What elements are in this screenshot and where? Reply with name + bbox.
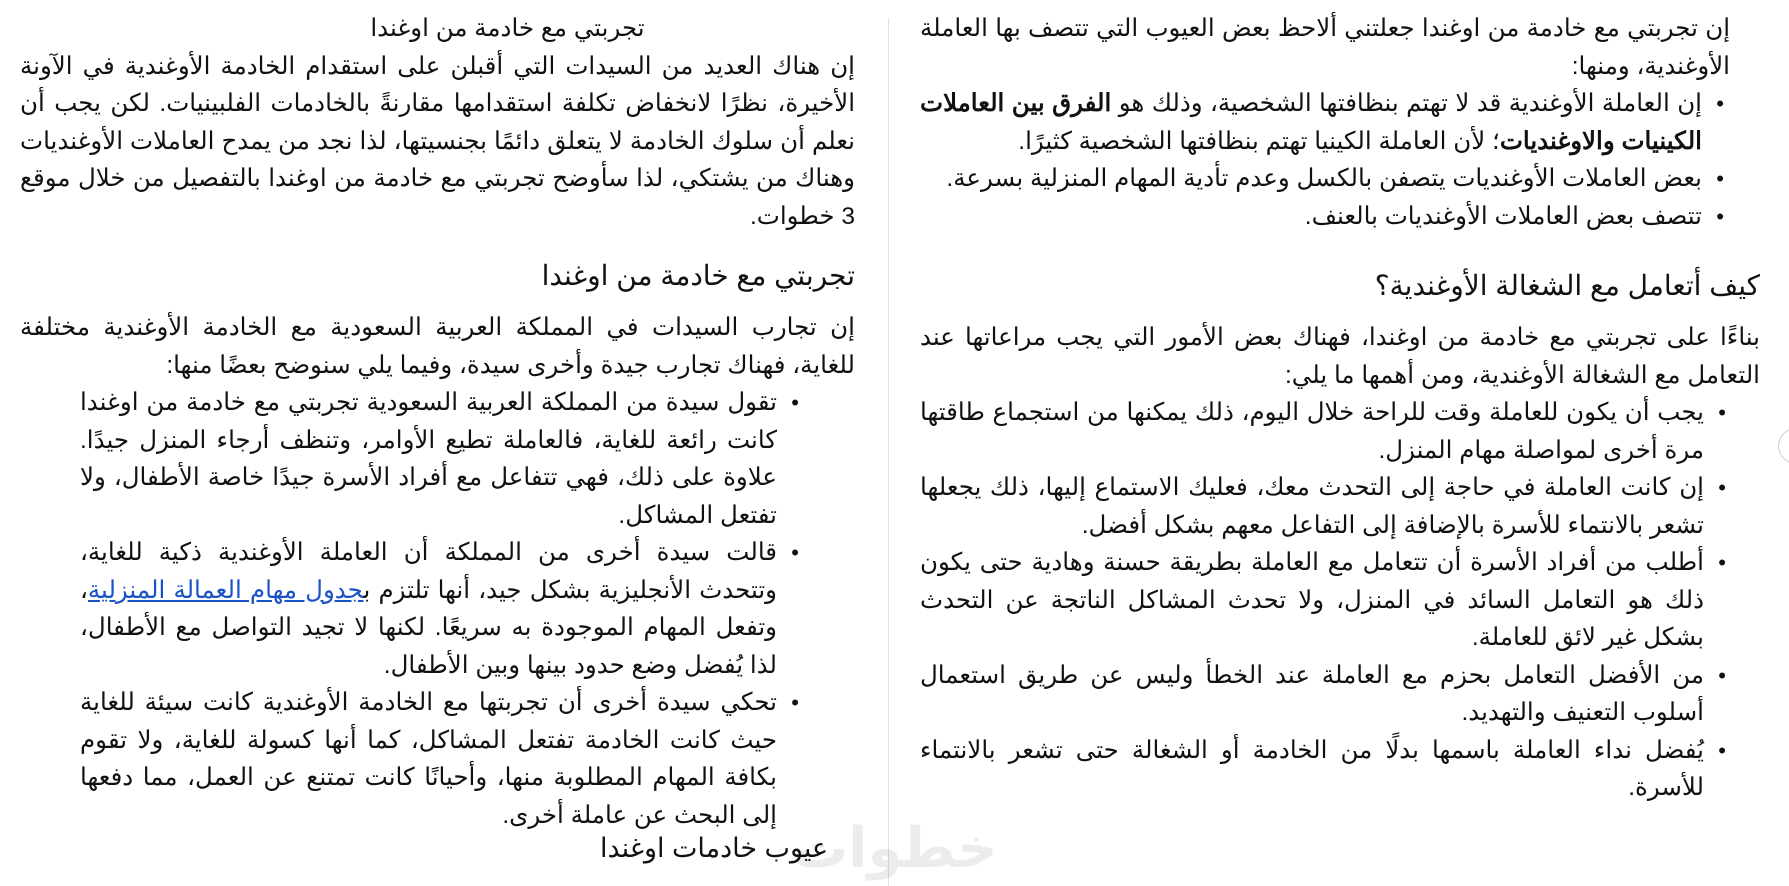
- experiences-list: [20, 384, 855, 834]
- bullet-icon: •: [1716, 203, 1724, 229]
- section-heading: تجربتي مع خادمة من اوغندا: [541, 260, 855, 291]
- section-heading: كيف أتعامل مع الشغالة الأوغندية؟: [1374, 270, 1760, 301]
- list-item: • إن كانت العاملة في حاجة إلى التحدث معك، فعليك الاستماع إليها، ذلك يجعلها تشعر بالانتماء للأسرة بالإضافة إلى التفاعل معهم بشكل أفضل.: [920, 469, 1704, 544]
- page-title: تجربتي مع خادمة من اوغندا: [370, 15, 645, 42]
- bullet-icon: •: [1718, 737, 1726, 763]
- bold-phrase: الفرق بين العاملات الكينيات والاوغنديات: [920, 90, 1702, 155]
- defects-list: [920, 85, 1760, 235]
- bullet-icon: •: [1718, 475, 1726, 500]
- next-section-heading: عيوب خادمات اوغندا: [600, 833, 829, 863]
- list-item: • تتصف بعض العاملات الأوغنديات بالعنف.: [920, 198, 1702, 236]
- bullet-icon: •: [791, 690, 799, 715]
- left-column: [20, 10, 855, 834]
- column-divider: [888, 18, 889, 886]
- bullet-icon: •: [1718, 400, 1726, 425]
- list-item: • بعض العاملات الأوغنديات يتصفن بالكسل وعدم تأدية المهام المنزلية بسرعة.: [920, 160, 1702, 198]
- list-item: • إن العاملة الأوغندية قد لا تهتم بنظافتها الشخصية، وذلك هو الفرق بين العاملات الكينيات والاوغنديات؛ لأن العاملة الكينيا تهتم بنظافتها الشخصية كثيرًا.: [920, 85, 1702, 160]
- list-item: • تحكي سيدة أخرى أن تجربتها مع الخادمة الأوغندية كانت سيئة للغاية حيث كانت الخادمة تفتعل المشاكل، كما أنها كسولة للغاية، ولا تقوم بكافة المهام المطلوبة منها، وأحيانًا كانت تمتنع عن العمل، مما دفعها إلى البحث عن عاملة أخرى.: [80, 684, 777, 834]
- scroll-button[interactable]: [1778, 428, 1789, 464]
- bullet-icon: •: [1718, 662, 1726, 688]
- defects-intro: إن تجربتي مع خادمة من اوغندا جعلتني ألاحظ بعض العيوب التي تتصف بها العاملة الأوغندية، ومنها:: [920, 15, 1730, 80]
- tips-list: [920, 394, 1760, 807]
- paragraph: بناءًا على تجربتي مع خادمة من اوغندا، فهناك بعض الأمور التي يجب مراعاتها عند التعامل مع الشغالة الأوغندية، ومن أهمها ما يلي:: [920, 324, 1760, 389]
- bullet-icon: •: [791, 540, 799, 565]
- site-watermark: خطوات: [792, 816, 998, 881]
- list-item: • تقول سيدة من المملكة العربية السعودية تجربتي مع خادمة من اوغندا كانت رائعة للغاية، فالعاملة تطيع الأوامر، وتنظف أرجاء المنزل جيدًا. علاوة على ذلك، فهي تتفاعل مع أفراد الأسرة جيدًا خاصة الأطفال، ولا تفتعل المشاكل.: [80, 384, 777, 534]
- list-item: • قالت سيدة أخرى من المملكة أن العاملة الأوغندية ذكية للغاية، وتتحدث الأنجليزية بشكل جيد، أنها تلتزم بجدول مهام العمالة المنزلية، وتفعل المهام الموجودة به سريعًا. لكنها لا تجيد التواصل مع الأطفال، لذا يُفضل وضع حدود بينها وبين الأطفال.: [80, 534, 777, 684]
- bullet-icon: •: [1718, 550, 1726, 575]
- paragraph: إن تجارب السيدات في المملكة العربية السعودية مع الخادمة الأوغندية مختلفة للغاية، فهناك تجارب جيدة وأخرى سيدة، وفيما يلي سنوضح بعضًا منها:: [20, 314, 855, 379]
- list-item: • يجب أن يكون للعاملة وقت للراحة خلال اليوم، ذلك يمكنها من استجماع طاقتها مرة أخرى لمواصلة مهام المنزل.: [920, 394, 1704, 469]
- intro-paragraph: إن هناك العديد من السيدات التي أقبلن على استقدام الخادمة الأوغندية في الآونة الأخيرة، نظرًا لانخفاض تكلفة استقدامها مقارنةً بالخادمات الفلبينيات. لكن يجب أن نعلم أن سلوك الخادمة لا يتعلق دائمًا بجنسيتها، لذا نجد من يمدح العاملات الأوغنديات وهناك من يشتكي، لذا سأوضح تجربتي مع خادمة من اوغندا بالتفصيل من خلال موقع 3 خطوات.: [20, 52, 855, 230]
- list-item: • أطلب من أفراد الأسرة أن تتعامل مع العاملة بطريقة حسنة وهادية حتى يكون ذلك هو التعامل السائد في المنزل، ولا تحدث المشاكل الناتجة عن التحدث بشكل غير لائق للعاملة.: [920, 544, 1704, 657]
- list-item: • من الأفضل التعامل بحزم مع العاملة عند الخطأ وليس عن طريق استعمال أسلوب التعنيف والتهديد.: [920, 657, 1704, 732]
- list-item: • يُفضل نداء العاملة باسمها بدلًا من الخادمة أو الشغالة حتى تشعر بالانتماء للأسرة.: [920, 732, 1704, 807]
- bullet-icon: •: [1716, 91, 1724, 116]
- chores-schedule-link[interactable]: جدول مهام العمالة المنزلية: [87, 576, 364, 604]
- bullet-icon: •: [791, 390, 799, 415]
- right-column: [920, 10, 1760, 807]
- bullet-icon: •: [1716, 166, 1724, 191]
